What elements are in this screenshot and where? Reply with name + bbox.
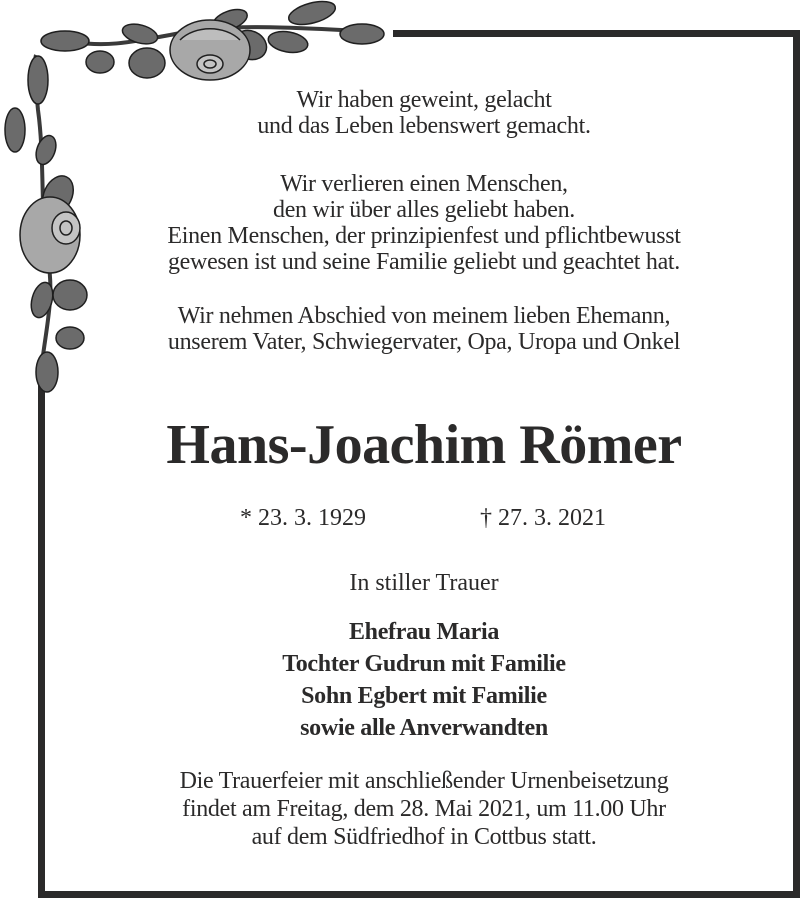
funeral-info (60, 767, 788, 851)
mourner: Sohn Egbert mit Familie (301, 683, 547, 709)
mourner: sowie alle Anverwandten (300, 715, 548, 741)
deceased-name: Hans-Joachim Römer (166, 414, 682, 476)
verse-two (60, 171, 788, 275)
frame-right-border (793, 30, 800, 898)
mourning-label: In stiller Trauer (349, 570, 499, 596)
verse-line: Einen Menschen, der prinzipienfest und pflichtbewusst (167, 223, 681, 249)
mourners-list (60, 616, 788, 744)
funeral-line: Die Trauerfeier mit anschließender Urnenbeisetzung (179, 768, 669, 794)
verse-line: den wir über alles geliebt haben. (273, 197, 575, 223)
frame-left-border (38, 380, 45, 898)
farewell-text (60, 303, 788, 355)
mourner: Tochter Gudrun mit Familie (282, 651, 566, 677)
mourner: Ehefrau Maria (348, 619, 500, 645)
verse-line: Wir verlieren einen Menschen, (280, 171, 568, 197)
farewell-line: Wir nehmen Abschied von meinem lieben Ehemann, (177, 303, 671, 329)
verse-line: und das Leben lebenswert gemacht. (257, 113, 591, 139)
verse-line: Wir haben geweint, gelacht (296, 87, 552, 113)
death-date: † 27. 3. 2021 (480, 505, 606, 531)
funeral-line: findet am Freitag, dem 28. Mai 2021, um 11.00 Uhr (182, 796, 666, 822)
frame-bottom-border (38, 891, 800, 898)
frame-top-border (393, 30, 800, 37)
life-dates (60, 505, 788, 535)
funeral-line: auf dem Südfriedhof in Cottbus statt. (251, 824, 597, 850)
birth-date: * 23. 3. 1929 (240, 505, 366, 531)
verse-line: gewesen ist und seine Familie geliebt und geachtet hat. (167, 249, 681, 275)
farewell-line: unserem Vater, Schwiegervater, Opa, Uropa und Onkel (167, 329, 681, 355)
verse-one (60, 87, 788, 139)
